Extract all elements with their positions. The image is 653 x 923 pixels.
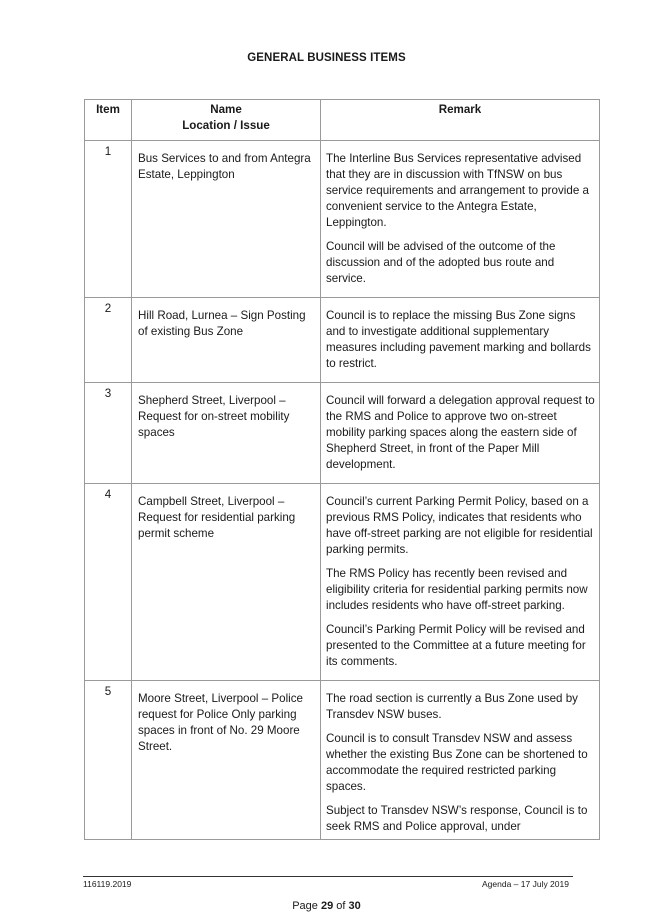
remark-paragraph: Subject to Transdev NSW’s response, Council is to seek RMS and Police approval, under: [326, 804, 588, 833]
item-name: Campbell Street, Liverpool – Request for residential parking permit scheme: [132, 484, 321, 681]
item-remark: [321, 141, 600, 298]
table-row: [85, 681, 600, 840]
page-number: [0, 900, 653, 912]
footer-reference: 116119.2019: [83, 879, 132, 889]
item-number: 4: [85, 484, 132, 681]
item-remark: [321, 484, 600, 681]
item-name: Hill Road, Lurnea – Sign Posting of existing Bus Zone: [132, 298, 321, 383]
remark-paragraph: Council is to replace the missing Bus Zone signs and to investigate additional supplementary measures including pavement marking and bollards to restrict.: [326, 309, 591, 370]
remark-paragraph: The Interline Bus Services representative advised that they are in discussion with TfNSW on bus service requirements and arrangement to provide a convenient service to the Antegra Estate, Leppington.: [326, 152, 589, 229]
general-business-table: [84, 99, 600, 840]
item-remark: [321, 681, 600, 840]
remark-paragraph: The RMS Policy has recently been revised and eligibility criteria for residential parking permits now includes residents who have off-street parking.: [326, 567, 588, 612]
item-number: 1: [85, 141, 132, 298]
remark-paragraph: Council’s Parking Permit Policy will be revised and presented to the Committee at a future meeting for its comments.: [326, 623, 586, 668]
item-number: 3: [85, 383, 132, 484]
header-name-label: Name: [210, 103, 242, 116]
page-of: of: [336, 900, 346, 912]
page-total: 30: [348, 900, 361, 912]
remark-paragraph: The road section is currently a Bus Zone used by Transdev NSW buses.: [326, 692, 578, 721]
remark-paragraph: Council’s current Parking Permit Policy, based on a previous RMS Policy, indicates that residents who have off-street parking are not eligible for residential parking permits.: [326, 495, 593, 556]
table-row: [85, 298, 600, 383]
page-label: Page: [292, 900, 318, 912]
item-name: Moore Street, Liverpool – Police request for Police Only parking spaces in front of No. 29 Moore Street.: [132, 681, 321, 840]
item-number: 5: [85, 681, 132, 840]
table-row: [85, 484, 600, 681]
item-remark: [321, 383, 600, 484]
page-current: 29: [320, 900, 334, 912]
item-number: 2: [85, 298, 132, 383]
remark-paragraph: Council is to consult Transdev NSW and assess whether the existing Bus Zone can be shortened to accommodate the required restricted parking spaces.: [326, 732, 588, 793]
footer-divider: [83, 876, 573, 877]
header-item: Item: [85, 100, 132, 141]
header-location-label: Location / Issue: [182, 119, 270, 132]
table-row: [85, 141, 600, 298]
table-header-row: [85, 100, 600, 141]
page-title: GENERAL BUSINESS ITEMS: [247, 52, 406, 64]
item-name: Shepherd Street, Liverpool – Request for on-street mobility spaces: [132, 383, 321, 484]
remark-paragraph: Council will be advised of the outcome of the discussion and of the adopted bus route and service.: [326, 240, 556, 285]
item-remark: [321, 298, 600, 383]
item-name: Bus Services to and from Antegra Estate, Leppington: [132, 141, 321, 298]
table-row: [85, 383, 600, 484]
footer-agenda-date: Agenda – 17 July 2019: [482, 879, 569, 889]
header-remark: Remark: [321, 100, 600, 141]
remark-paragraph: Council will forward a delegation approval request to the RMS and Police to approve two on-street mobility parking spaces along the eastern side of Shepherd Street, in front of the Paper Mill development.: [326, 394, 595, 471]
header-name: [132, 100, 321, 141]
